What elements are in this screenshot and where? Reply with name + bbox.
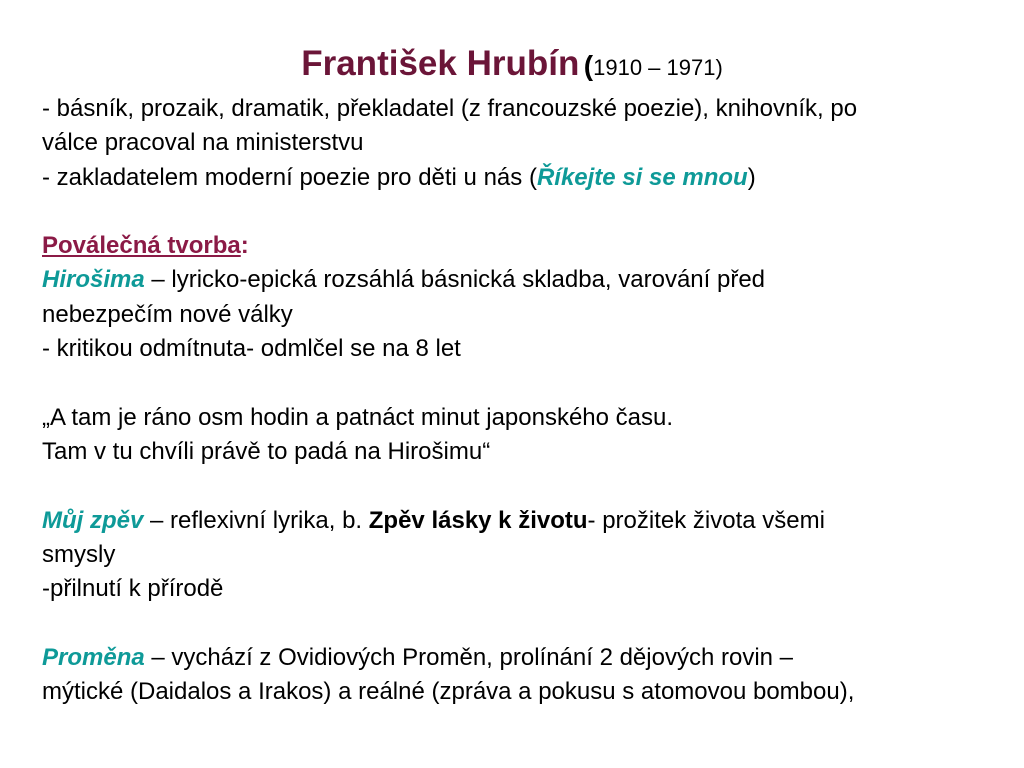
work-hirosima: Hirošima: [42, 266, 145, 294]
postwar-heading: Poválečná tvorba: [42, 232, 241, 260]
intro-line-2: válce pracoval na ministerstvu: [42, 129, 364, 157]
work-rikejte-si-se-mnou: Říkejte si se mnou: [536, 163, 748, 191]
muj-zpev-desc-post: - prožitek života všemi: [587, 506, 825, 534]
intro-line-3-pre: - zakladatelem moderní poezie pro děti u nás (: [42, 163, 537, 191]
intro-line-1: - básník, prozaik, dramatik, překladatel (z francouzské poezie), knihovník, po: [42, 95, 858, 122]
quote-line-1: „A tam je ráno osm hodin a patnáct minut japonského času.: [42, 403, 674, 431]
years-close-paren: ): [715, 55, 723, 80]
muj-zpev-line-2: smysly: [42, 540, 116, 568]
slide-body: [42, 92, 1012, 709]
muj-zpev-line-1: [42, 504, 1012, 538]
quote-line-2: Tam v tu chvíli právě to padá na Hirošimu“: [42, 437, 491, 465]
work-muj-zpev: Můj zpěv: [42, 506, 144, 534]
promena-desc-1: – vychází z Ovidiových Proměn, prolínání 2 dějových rovin –: [144, 643, 794, 671]
postwar-heading-line: [42, 229, 1012, 263]
page-title: [0, 44, 1024, 84]
intro-line-3: [42, 161, 1012, 195]
postwar-heading-colon: :: [240, 232, 249, 260]
spacer: [42, 195, 1012, 229]
hirosima-desc-1: – lyricko-epická rozsáhlá básnická skladba, varování před: [144, 266, 766, 294]
spacer: [42, 469, 1012, 503]
hirosima-line-1: [42, 263, 1012, 297]
author-name: František Hrubín: [301, 44, 580, 83]
promena-line-2: mýtické (Daidalos a Irakos) a reálné (zpráva a pokusu s atomovou bombou),: [42, 678, 855, 706]
hirosima-line-2: nebezpečím nové války: [42, 300, 293, 328]
promena-line-1: [42, 641, 1012, 675]
intro-line-3-post: ): [747, 163, 756, 191]
author-years: 1910 – 1971: [593, 55, 716, 80]
work-promena: Proměna: [42, 643, 145, 671]
work-zpev-lasky-k-zivotu: Zpěv lásky k životu: [368, 506, 588, 534]
hirosima-line-3: - kritikou odmítnuta- odmlčel se na 8 let: [42, 335, 461, 363]
muj-zpev-desc-pre: – reflexivní lyrika, b.: [143, 506, 369, 534]
spacer: [42, 366, 1012, 400]
spacer: [42, 606, 1012, 640]
muj-zpev-line-3: -přilnutí k přírodě: [42, 575, 224, 603]
years-open-paren: (: [583, 50, 594, 81]
